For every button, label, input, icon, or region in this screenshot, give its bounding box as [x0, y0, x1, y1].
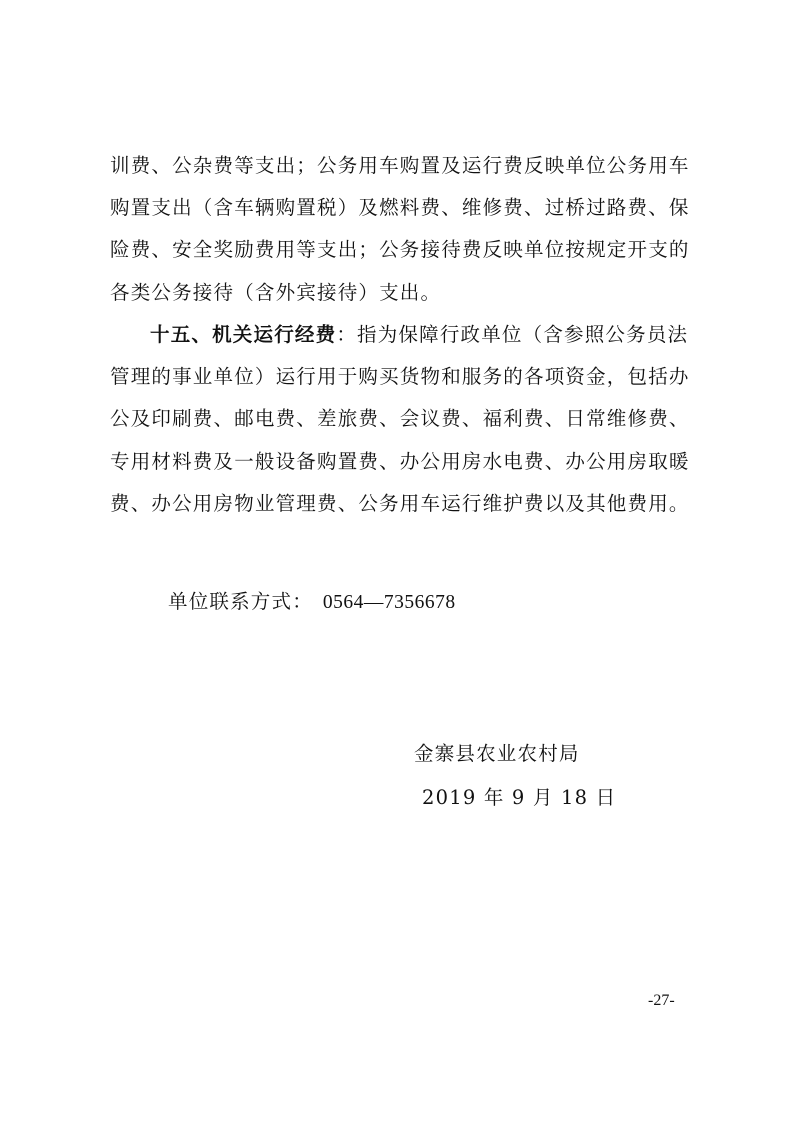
organization-name: 金寨县农业农村局 — [414, 742, 580, 765]
paragraph-operating-expenses — [110, 314, 690, 525]
paragraph-first-line — [110, 314, 690, 356]
paragraph-line: 管理的事业单位）运行用于购买货物和服务的各项资金，包括办 — [110, 365, 690, 389]
paragraph-line-rest: ：指为保障行政单位（含参照公务员法 — [336, 323, 689, 346]
paragraph-line: 费、办公用房物业管理费、公务用车运行维护费以及其他费用。 — [110, 491, 690, 515]
paragraph-line: 训费、公杂费等支出；公务用车购置及运行费反映单位公务用车 — [110, 154, 690, 177]
contact-info — [168, 584, 456, 621]
signature-block — [414, 732, 616, 820]
page-number: -27- — [648, 992, 675, 1009]
paragraph-expense-definitions — [110, 145, 690, 314]
signature-date: 2019 年 9 月 18 日 — [422, 786, 617, 809]
contact-phone: 0564—7356678 — [322, 592, 456, 613]
paragraph-line: 公及印刷费、邮电费、差旅费、会议费、福利费、日常维修费、 — [110, 407, 690, 431]
contact-label: 单位联系方式： — [168, 590, 313, 613]
paragraph-line: 各类公务接待（含外宾接待）支出。 — [110, 280, 442, 304]
paragraph-line: 专用材料费及一般设备购置费、办公用房水电费、办公用房取暖 — [110, 449, 690, 473]
section-heading: 十五、机关运行经费 — [150, 323, 337, 346]
paragraph-line: 购置支出（含车辆购置税）及燃料费、维修费、过桥过路费、保 — [110, 196, 690, 220]
paragraph-line: 险费、安全奖励费用等支出；公务接待费反映单位按规定开支的 — [110, 238, 690, 262]
